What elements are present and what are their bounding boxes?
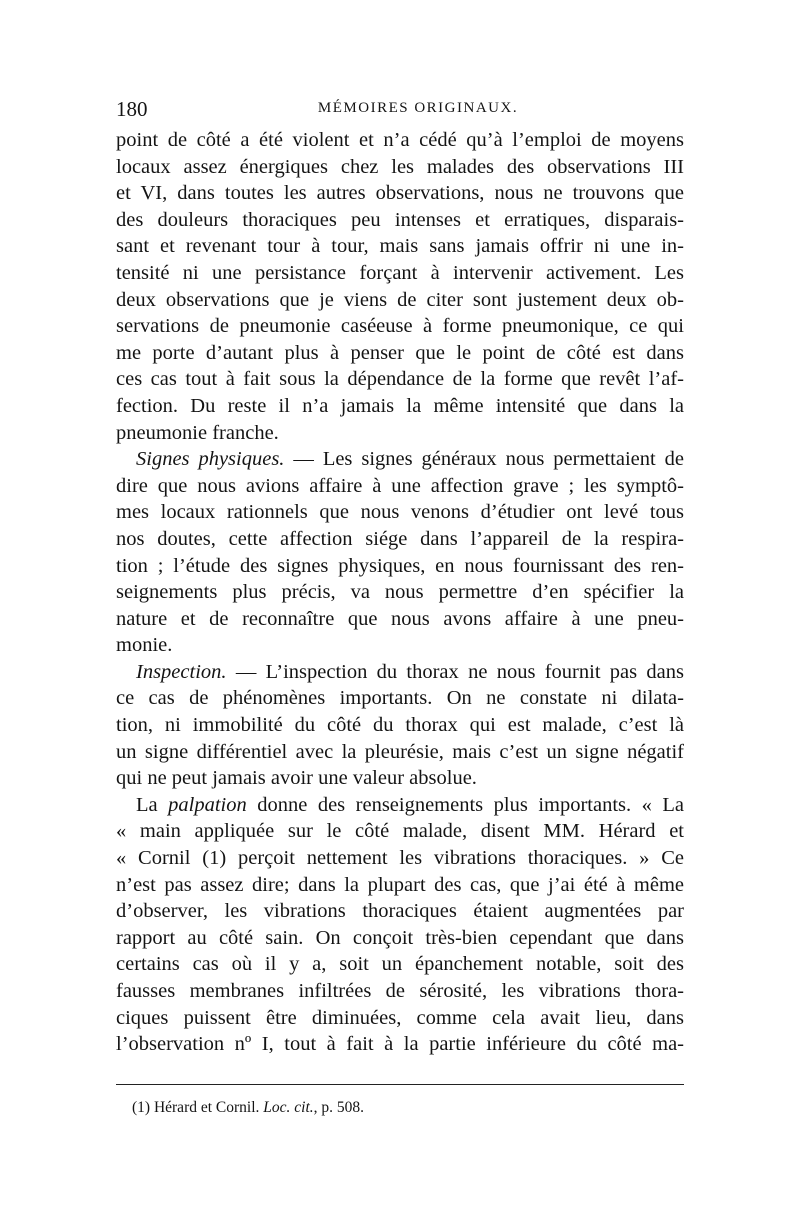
text-line: tion, ni immobilité du côté du thorax qui est malade, c’est là bbox=[116, 714, 684, 737]
text-line: me porte d’autant plus à penser que le point de côté est dans bbox=[116, 341, 684, 364]
text-line: fausses membranes infiltrées de sérosité, les vibrations thora- bbox=[116, 980, 684, 1002]
text-run: — Les signes généraux nous permettaient de bbox=[284, 448, 684, 471]
text-line: n’est pas assez dire; dans la plupart des cas, que j’ai été à même bbox=[116, 873, 684, 896]
section-label: Signes physiques. bbox=[136, 448, 285, 471]
footnote-page: , p. 508. bbox=[313, 1099, 365, 1116]
footnote-text: (1) Hérard et Cornil. bbox=[132, 1099, 264, 1116]
text-run: — L’inspection du thorax ne nous fournit pas dans bbox=[226, 660, 684, 683]
section-label: palpation bbox=[168, 793, 247, 816]
text-line: un signe différentiel avec la pleurésie, mais c’est un signe négatif bbox=[116, 740, 684, 763]
text-line: certains cas où il y a, soit un épanchement notable, soit des bbox=[116, 953, 684, 976]
footnote-divider bbox=[116, 1084, 684, 1085]
text-line: tensité ni une persistance forçant à intervenir activement. Les bbox=[116, 261, 684, 284]
text-line: sant et revenant tour à tour, mais sans jamais offrir ni une in- bbox=[116, 235, 684, 258]
text-run: donne des renseignements plus importants. « La bbox=[246, 793, 684, 816]
text-line: nos doutes, cette affection siége dans l’appareil de la respira- bbox=[116, 527, 684, 550]
text-line: ces cas tout à fait sous la dépendance de la forme que revêt l’af- bbox=[116, 368, 684, 391]
text-line: mes locaux rationnels que nous venons d’étudier ont levé tous bbox=[116, 501, 684, 524]
page-header bbox=[116, 97, 684, 123]
running-title: MÉMOIRES ORIGINAUX. bbox=[317, 100, 519, 116]
section-label: Inspection. bbox=[136, 660, 227, 683]
text-line: fection. Du reste il n’a jamais la même intensité que dans la bbox=[116, 394, 684, 417]
text-line: des douleurs thoraciques peu intenses et erratiques, disparais- bbox=[116, 208, 684, 231]
footnote-citation: Loc. cit. bbox=[263, 1099, 314, 1116]
text-line: qui ne peut jamais avoir une valeur absolue. bbox=[116, 767, 477, 790]
text-line: l’observation nº I, tout à fait à la partie inférieure du côté ma- bbox=[116, 1033, 684, 1056]
text-line: monie. bbox=[116, 634, 173, 657]
paragraph-signes-physiques bbox=[116, 446, 684, 473]
text-line: et VI, dans toutes les autres observations, nous ne trouvons que bbox=[116, 182, 684, 205]
text-line: ciques puissent être diminuées, comme cela avait lieu, dans bbox=[116, 1006, 684, 1029]
text-line: deux observations que je viens de citer sont justement deux ob- bbox=[116, 288, 684, 311]
text-line: « Cornil (1) perçoit nettement les vibrations thoraciques. » Ce bbox=[116, 847, 684, 870]
text-line: servations de pneumonie caséeuse à forme pneumonique, ce qui bbox=[116, 315, 684, 338]
body-text bbox=[116, 127, 684, 1058]
text-line: locaux assez énergiques chez les malades des observations III bbox=[116, 155, 684, 178]
text-line: point de côté a été violent et n’a cédé qu’à l’emploi de moyens bbox=[116, 129, 684, 151]
text-line: rapport au côté sain. On conçoit très-bien cependant que dans bbox=[116, 926, 684, 949]
text-line: nature et de reconnaître que nous avons affaire à une pneu- bbox=[116, 607, 684, 630]
text-line: pneumonie franche. bbox=[116, 421, 279, 444]
paragraph-palpation bbox=[116, 792, 684, 819]
paragraph-inspection bbox=[116, 659, 684, 686]
text-line: « main appliquée sur le côté malade, disent MM. Hérard et bbox=[116, 820, 684, 843]
text-line: d’observer, les vibrations thoraciques étaient augmentées par bbox=[116, 900, 684, 923]
footnote bbox=[132, 1099, 364, 1117]
text-line: dire que nous avions affaire à une affection grave ; les symptô- bbox=[116, 474, 684, 497]
text-line: tion ; l’étude des signes physiques, en nous fournissant des ren- bbox=[116, 554, 684, 577]
text-line: ce cas de phénomènes importants. On ne constate ni dilata- bbox=[116, 687, 684, 710]
page-number: 180 bbox=[116, 97, 148, 121]
text-line: seignements plus précis, va nous permettre d’en spécifier la bbox=[116, 581, 684, 604]
text-run: La bbox=[136, 793, 169, 816]
